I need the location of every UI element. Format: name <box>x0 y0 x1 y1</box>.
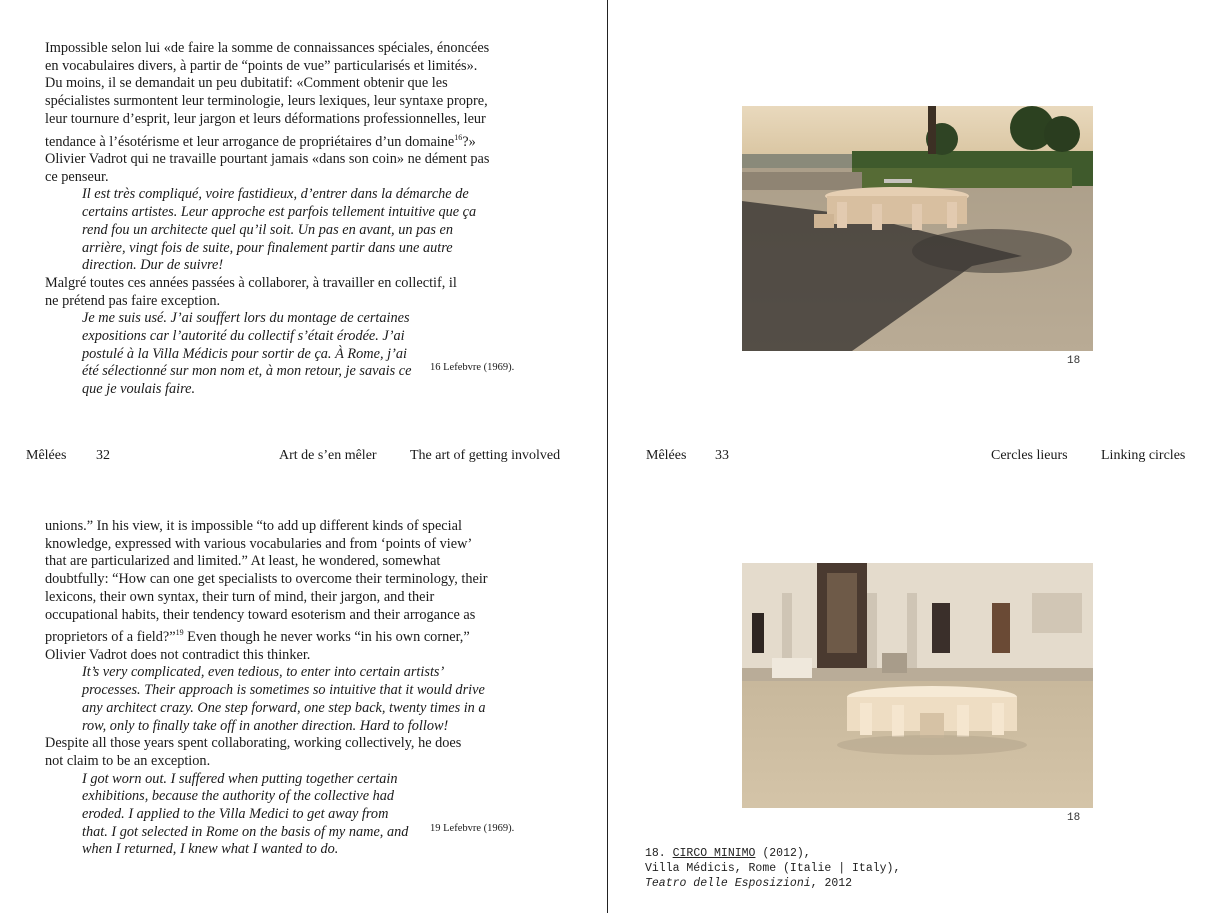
caption-line-3 <box>645 876 900 891</box>
running-title-right: Mêlées <box>646 448 687 463</box>
footnote-19: 19 Lefebvre (1969). <box>430 823 515 834</box>
chapter-title-fr-left: Art de s’en mêler <box>279 448 377 463</box>
english-quote-1: It’s very complicated, even tedious, to enter into certain artists’ processes. Their approach is sometimes so intuitive that it would drive any architect crazy. One step forward, one step back, twenty times in a row, only to finally take off in another direction. Hard to follow! <box>82 664 486 734</box>
caption-line-1 <box>645 846 900 861</box>
french-quote-1: Il est très compliqué, voire fastidieux, d’entrer dans la démarche de certains artistes. Leur approche est parfois tellement intuitive que ça rend fou un architecte quel qu’il soit. Un pas en avant, un pas en arrière, vingt fois de suite, pour finalement partir dans une autre direction. Dur de suivre! <box>82 186 477 274</box>
page-number-right: 33 <box>715 448 729 463</box>
chapter-title-en-left: The art of getting involved <box>410 448 561 463</box>
caption-number: 18. <box>645 847 666 860</box>
english-paragraph-1: unions.” In his view, it is impossible “to add up different kinds of special knowledge, expressed with various vocabularies and from ‘points of view’ that are particularized and limited.” At least, he wondered, somewhat doubtfully: “How can one get specialists to overcome their terminology, their lexicons, their own syntax, their turn of mind, their jargon, and their occupational habits, their tendency toward esoterism and their arrogance as proprietors of a field?”$^{19}$ Even though he never works “in his own corner,” Olivier Vadrot does not contradict this thinker. <box>45 518 488 663</box>
english-paragraph-2: Despite all those years spent collaborating, working collectively, he does not claim to be an exception. <box>45 735 462 769</box>
french-quote-2: Je me suis usé. J’ai souffert lors du montage de certaines expositions car l’autorité du collectif s’était érodée. J’ai postulé à la Villa Médicis pour sortir de ça. À Rome, j’ai été sélectionné sur mon nom et, à mon retour, je savais ce que je voulais faire. <box>82 310 412 398</box>
page-divider <box>607 0 608 913</box>
footnote-ref-16: 16 <box>454 132 463 142</box>
caption-exhibition-year: , 2012 <box>810 877 853 890</box>
chapter-title-en-right: Linking circles <box>1101 448 1186 463</box>
english-quote-2: I got worn out. I suffered when putting together certain exhibitions, because the authority of the collective had eroded. I applied to the Villa Medici to get away from that. I got selected in Rome on the basis of my name, and when I returned, I knew what I wanted to do. <box>82 770 409 858</box>
photo-garden <box>742 106 1093 351</box>
footnote-ref-19: 19 <box>175 628 184 638</box>
french-paragraph-2: Malgré toutes ces années passées à collaborer, à travailler en collectif, il ne prétend pas faire exception. <box>45 274 457 309</box>
caption-work-title: CIRCO MINIMO <box>672 847 756 860</box>
french-paragraph-1: Impossible selon lui «de faire la somme de connaissances spéciales, énoncées en vocabulaires divers, à partir de “points de vue” particularisés et limités». Du moins, il se demandait un peu dubitatif: «Comment obtenir que les spécialistes surmontent leur terminologie, leurs lexiques, leur syntaxe propre, leur tournure d’esprit, leur jargon et leurs déformations professionnelles, leur tendance à l’ésotérisme et leur arrogance de propriétaires d’un domaine$^{16}$?» Olivier Vadrot qui ne travaille pourtant jamais «dans son coin» ne dément pas ce penseur. <box>45 40 490 185</box>
photo-villa-medici <box>742 563 1093 808</box>
english-body <box>45 518 493 859</box>
running-title-left: Mêlées <box>26 448 67 463</box>
figure-number-top: 18 <box>1067 355 1081 367</box>
figure-caption <box>645 846 900 891</box>
chapter-title-fr-right: Cercles lieurs <box>991 448 1068 463</box>
figure-number-bottom: 18 <box>1067 812 1081 824</box>
caption-year: (2012), <box>762 847 811 860</box>
caption-exhibition: Teatro delle Esposizioni <box>645 877 811 890</box>
caption-line-2: Villa Médicis, Rome (Italie | Italy), <box>645 862 901 875</box>
footnote-16: 16 Lefebvre (1969). <box>430 362 515 373</box>
page-number-left: 32 <box>96 448 110 463</box>
french-body <box>45 40 493 399</box>
